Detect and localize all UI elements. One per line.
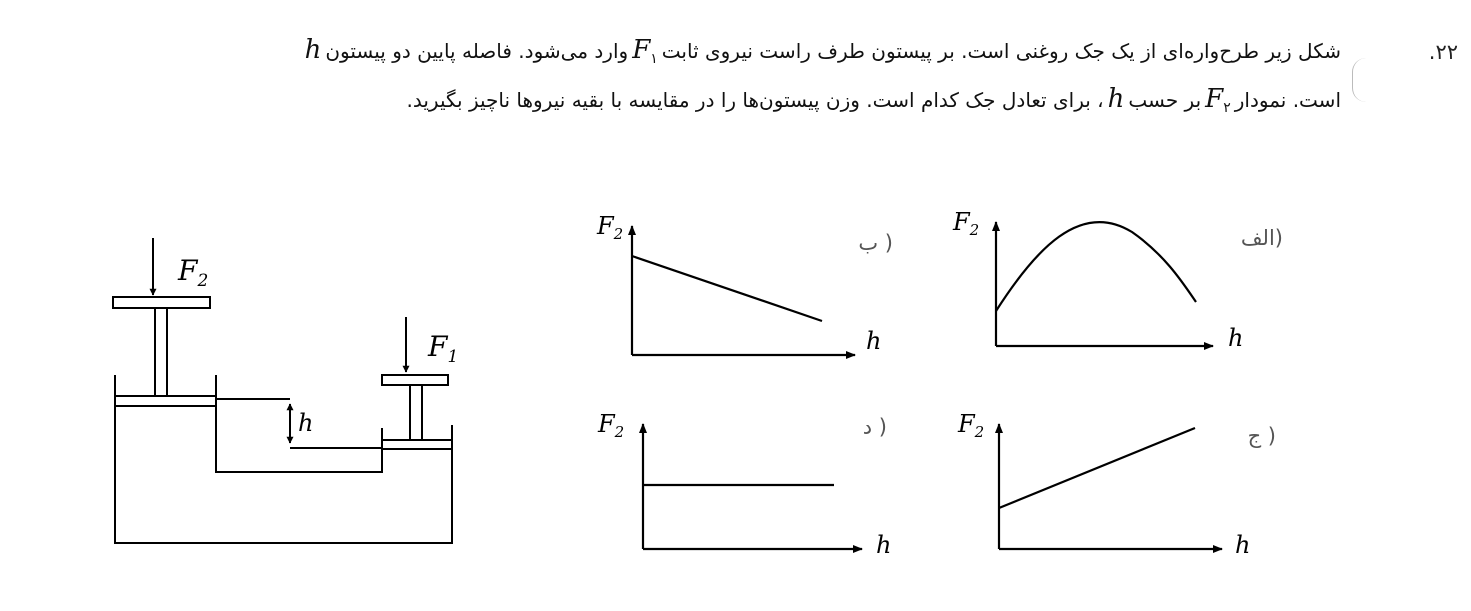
var-F1: F۱ [632, 35, 658, 67]
label-h: h [298, 409, 314, 437]
option-jim-label: ج ) [1247, 424, 1276, 448]
right-piston-plate [382, 375, 448, 385]
right-piston-rod [410, 385, 422, 440]
option-alef-x-label: h [1228, 324, 1244, 352]
option-be-graph [596, 212, 893, 355]
line1-part-b: وارد می‌شود. فاصله پایین دو پیستون [325, 39, 629, 63]
label-F2: $F_2$ [178, 254, 209, 291]
right-piston-head [382, 440, 452, 449]
line1-part-a: شکل زیر طرح‌واره‌ای از یک جک روغنی است. بر پیستون طرف راست نیروی ثابت [661, 39, 1341, 63]
option-jim-line [999, 428, 1195, 508]
option-be-line [632, 256, 822, 321]
option-dal-graph [597, 410, 891, 559]
hydraulic-jack-diagram [113, 238, 452, 543]
left-piston-plate [113, 297, 210, 308]
option-jim-graph [957, 410, 1276, 559]
var-h-2: h [1107, 84, 1125, 114]
option-be-label: ب ) [858, 231, 893, 255]
var-h: h [304, 35, 322, 65]
line2-part-a: است. نمودار [1234, 88, 1341, 112]
option-alef-y-label: $F_2$ [953, 208, 980, 239]
option-jim-x-label: h [1235, 531, 1251, 559]
option-dal-y-label: $F_2$ [598, 410, 625, 441]
option-alef-curve [996, 222, 1196, 311]
line2-part-c: ، برای تعادل جک کدام است. وزن پیستون‌ها را در مقایسه با بقیه نیروها ناچیز بگیرید. [406, 88, 1104, 112]
left-piston-rod [155, 308, 167, 396]
option-alef-label: الف) [1240, 226, 1283, 250]
question-number: ۲۲. [1428, 40, 1458, 64]
option-be-x-label: h [866, 327, 882, 355]
option-dal-label: د ) [862, 415, 887, 439]
left-piston-head [115, 396, 216, 406]
option-alef-graph [952, 208, 1283, 352]
line2-part-b: بر حسب [1128, 88, 1202, 112]
option-jim-y-label: $F_2$ [958, 410, 985, 441]
option-be-y-label: $F_2$ [597, 212, 624, 243]
label-F1: $F_1$ [428, 330, 459, 367]
option-dal-x-label: h [876, 531, 892, 559]
var-F2: F۲ [1205, 84, 1231, 116]
